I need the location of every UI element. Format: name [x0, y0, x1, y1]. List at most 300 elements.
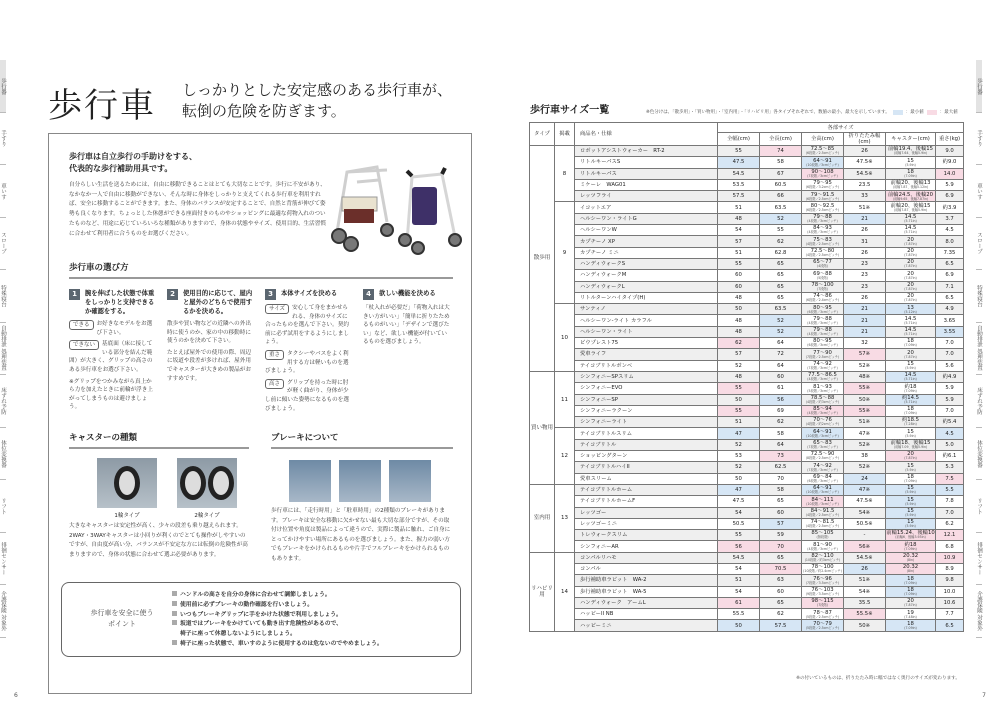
- folded-width-cell: [844, 213, 886, 224]
- weight-cell: [936, 225, 964, 236]
- folded-width-cell: [844, 326, 886, 337]
- weight-cell-value: 5.6: [945, 362, 954, 369]
- length-cell: [760, 360, 802, 371]
- folded-width-cell-value: 54.5※: [856, 554, 873, 561]
- length-cell-value: 66: [777, 193, 784, 200]
- weight-cell: [936, 157, 964, 168]
- folded-width-cell: [844, 552, 886, 563]
- side-tab[interactable]: 歩行器: [0, 60, 6, 113]
- width-cell: [718, 349, 760, 360]
- weight-cell-value: 10.6: [943, 600, 956, 607]
- height-cell-value: 65〜83: [813, 440, 832, 447]
- weight-cell-value: 3.7: [945, 215, 954, 222]
- length-cell-value: 63.5: [774, 306, 787, 313]
- caster-cell-note: (7.87in): [904, 264, 917, 269]
- side-tab[interactable]: 体位変換器: [0, 428, 6, 481]
- side-tab[interactable]: リフト: [976, 480, 982, 533]
- side-tab[interactable]: 手すり: [976, 113, 982, 166]
- folded-width-cell-value: 26: [861, 295, 868, 301]
- weight-cell: [936, 496, 964, 507]
- folded-width-cell: [844, 225, 886, 236]
- height-cell-value: 69〜88: [813, 270, 832, 277]
- width-cell: [718, 146, 760, 157]
- length-cell: [760, 473, 802, 484]
- folded-width-cell-value: 51※: [858, 577, 871, 584]
- side-tab[interactable]: 自動排泄 処理装置: [976, 323, 982, 376]
- caster-cell-note: (5.71in): [904, 399, 917, 404]
- side-tab[interactable]: 車いす: [0, 165, 6, 218]
- intro-heading: [69, 151, 329, 175]
- folded-width-cell: [844, 349, 886, 360]
- weight-cell-value: 3.55: [943, 328, 956, 335]
- weight-cell-value: 6.5: [945, 622, 954, 629]
- weight-cell: [936, 371, 964, 382]
- length-cell: [760, 213, 802, 224]
- caster-cell-note: (7.87in): [904, 456, 917, 461]
- width-cell: [718, 247, 760, 258]
- width-cell-value: 52: [735, 441, 742, 448]
- height-cell: [802, 258, 844, 269]
- width-cell-value: 53: [735, 453, 742, 460]
- height-cell-value: 98〜115: [811, 598, 834, 605]
- height-cell: [802, 270, 844, 281]
- height-cell: [802, 597, 844, 608]
- caster-cell: [886, 552, 936, 563]
- caster-cell: [886, 281, 936, 292]
- table-row: [530, 473, 964, 484]
- length-cell: [760, 439, 802, 450]
- width-cell: [718, 451, 760, 462]
- caster-cell-note: (5.9in): [905, 433, 916, 438]
- length-cell: [760, 292, 802, 303]
- width-cell-value: 60: [735, 283, 742, 290]
- height-cell-value: 65〜77: [813, 259, 832, 266]
- safety-point-text: ハンドルの高さを自分の身体に合わせて調節しましょう。: [180, 592, 331, 598]
- brake-photo-1: [289, 460, 331, 502]
- length-cell-value: 58: [777, 159, 784, 166]
- length-cell: [760, 552, 802, 563]
- weight-cell: [936, 304, 964, 315]
- height-cell: [802, 202, 844, 213]
- table-row: [530, 439, 964, 450]
- caster-cell-note: (7.09in): [904, 388, 917, 393]
- weight-cell-value: 5.3: [945, 464, 954, 471]
- caster-cell-value: 前輪19.4、後輪15: [887, 146, 934, 153]
- side-tab[interactable]: 徘徊センサー: [0, 533, 6, 586]
- caster-cell-note: (5.71in): [904, 377, 917, 382]
- intro-heading-line-2: 代表的な歩行補助用具です。: [69, 164, 173, 173]
- height-cell-value: 80〜92.5: [810, 202, 835, 209]
- page-subtitle: [182, 80, 452, 122]
- folded-width-cell: [844, 146, 886, 157]
- caster-cell: [886, 439, 936, 450]
- length-cell-value: 62: [777, 611, 784, 618]
- side-tab[interactable]: 徘徊センサー: [976, 533, 982, 586]
- table-row: [530, 360, 964, 371]
- length-cell-value: 60: [777, 588, 784, 595]
- width-cell-value: 54: [735, 588, 742, 595]
- width-cell: [718, 281, 760, 292]
- height-cell-note: (10段階／約3cmピッチ): [804, 558, 841, 563]
- folded-width-cell-value: 23: [861, 283, 868, 290]
- caster-cell-value: 約18: [904, 383, 917, 390]
- height-cell-value: 64〜91: [813, 485, 832, 492]
- folded-width-cell: [844, 518, 886, 529]
- height-cell-value: 69〜84: [813, 473, 832, 480]
- caster-cell: [886, 496, 936, 507]
- length-cell-value: 59: [777, 532, 784, 539]
- length-cell: [760, 315, 802, 326]
- folded-width-cell: [844, 315, 886, 326]
- table-footnote: ※の付いているものは、折りたたみ時に幅ではなく奥行のサイズが変わります。: [796, 676, 960, 681]
- caster-cell-value: 20: [907, 259, 914, 266]
- table-row: [530, 304, 964, 315]
- height-cell-value: 72.5〜85: [810, 146, 835, 153]
- folded-width-cell-value: 55※: [858, 385, 871, 392]
- side-tab[interactable]: スロープ: [0, 218, 6, 271]
- width-cell-value: 47: [735, 430, 742, 437]
- height-cell-note: (10段階／3cmピッチ): [806, 433, 839, 438]
- length-cell-value: 64: [777, 340, 784, 347]
- length-cell-value: 62.5: [774, 464, 787, 471]
- height-cell-value: 74〜81.5: [810, 519, 835, 526]
- caster-cell: [886, 405, 936, 416]
- height-cell-value: 75〜83: [813, 236, 832, 243]
- length-cell: [760, 518, 802, 529]
- side-tab[interactable]: スロープ: [976, 218, 982, 271]
- width-cell: [718, 563, 760, 574]
- weight-cell-value: 12.1: [943, 532, 956, 539]
- caster-cell-note: (前輪7.09、後輪5.9in): [893, 445, 928, 450]
- height-cell-note: (5段階／2.5cmピッチ): [805, 625, 840, 630]
- safety-point: [172, 601, 383, 611]
- side-index-right: [976, 60, 1000, 638]
- length-cell: [760, 179, 802, 190]
- side-tab[interactable]: 手すり: [0, 113, 6, 166]
- folded-width-cell-value: 51※: [858, 419, 871, 426]
- side-tab[interactable]: 床ずれ予防: [976, 375, 982, 428]
- folded-width-cell-value: 54※: [858, 588, 871, 595]
- length-cell-value: 63.5: [774, 204, 787, 211]
- width-cell: [718, 394, 760, 405]
- folded-width-cell: [844, 575, 886, 586]
- caster-cell-note: (前輪7.64、後輪5.9in): [893, 151, 928, 156]
- width-cell-value: 50: [735, 306, 742, 313]
- side-tab[interactable]: 歩行器: [976, 60, 982, 113]
- folded-width-cell-value: 21: [861, 317, 868, 324]
- height-cell: [802, 225, 844, 236]
- height-cell-value: 72.5〜80: [810, 248, 835, 255]
- height-cell-value: 90〜108: [811, 168, 834, 175]
- height-cell-note: (4段階／2.5cmピッチ): [805, 241, 840, 246]
- table-row: [530, 496, 964, 507]
- height-cell-note: (7段階／3cmピッチ): [807, 467, 838, 472]
- folded-width-cell: [844, 405, 886, 416]
- width-cell: [718, 428, 760, 439]
- length-cell: [760, 609, 802, 620]
- folded-width-cell-value: 54.5※: [856, 170, 873, 177]
- folded-width-cell: [844, 428, 886, 439]
- caster-cell-note: (5.9in): [905, 512, 916, 517]
- weight-cell-value: 3.65: [943, 317, 956, 324]
- weight-cell: [936, 394, 964, 405]
- caster-cell: [886, 609, 936, 620]
- width-cell-value: 56: [735, 543, 742, 550]
- side-tab[interactable]: 特殊寝台: [976, 270, 982, 323]
- product-name: テイコブリトルスリム: [575, 428, 718, 439]
- product-name: テイコブリトルホームF: [575, 496, 718, 507]
- table-row: [530, 258, 964, 269]
- height-cell: [802, 383, 844, 394]
- folded-width-cell-value: 52※: [858, 441, 871, 448]
- height-cell-value: 70〜79: [813, 620, 832, 627]
- step-tag: 重さ: [265, 350, 284, 360]
- length-cell: [760, 202, 802, 213]
- length-cell: [760, 157, 802, 168]
- folded-width-cell: [844, 371, 886, 382]
- legend-max-label: ：最大値: [939, 110, 958, 115]
- product-name: テイコブリトル: [575, 439, 718, 450]
- max-swatch: [927, 110, 937, 115]
- width-cell: [718, 258, 760, 269]
- length-cell-value: 57: [777, 520, 784, 527]
- table-row: [530, 281, 964, 292]
- folded-width-cell: [844, 202, 886, 213]
- length-cell: [760, 225, 802, 236]
- caster-cell: [886, 258, 936, 269]
- weight-cell: [936, 552, 964, 563]
- height-cell-note: (7段階／3cmピッチ): [807, 173, 838, 178]
- height-cell-value: 84〜93: [813, 225, 832, 232]
- folded-width-cell: [844, 620, 886, 631]
- page-number-left: 6: [14, 692, 18, 699]
- weight-cell-value: 4.5: [945, 227, 954, 234]
- side-tab[interactable]: 介護保険 対象外: [976, 585, 982, 638]
- caster-cell-note: (前輪6、後輪3.93in): [895, 535, 926, 540]
- caster-cell: [886, 326, 936, 337]
- table-row: [530, 575, 964, 586]
- length-cell-value: 62: [777, 238, 784, 245]
- width-cell-value: 50: [735, 475, 742, 482]
- height-cell-value: 74〜92: [813, 462, 832, 469]
- width-cell-value: 48: [735, 295, 742, 301]
- caster-cell-note: (7.09in): [904, 580, 917, 585]
- weight-cell-value: 7.0: [945, 351, 954, 358]
- caster-cell-value: 14.5: [904, 315, 917, 322]
- caster-cell: [886, 451, 936, 462]
- caster-cell-value: 約18: [904, 541, 917, 548]
- caster-cell-note: (5.9in): [905, 490, 916, 495]
- table-row: [530, 428, 964, 439]
- width-cell: [718, 473, 760, 484]
- width-cell-value: 55: [735, 532, 742, 539]
- height-cell-note: (6段階／2.5cmピッチ): [805, 196, 840, 201]
- height-cell: [802, 541, 844, 552]
- caster-cell-note: (7.09in): [904, 591, 917, 596]
- weight-cell-value: 10.9: [943, 554, 956, 561]
- step-text: 基底面（床に接している部分を結んだ範囲）が大きく、グリップの高さのある歩行車をお選び下さい。: [69, 341, 153, 373]
- weight-cell: [936, 541, 964, 552]
- caster-cell-value: 約18.5: [901, 417, 920, 424]
- folded-width-cell: [844, 168, 886, 179]
- brake-body: 歩行車には、「走行時用」と「駐車時用」の2種類のブレーキがあります。ブレーキは安全な移動に欠かせない最も大切な部分ですが、その取付け位置や角度は製品によって違うので、実際に製品に触れ、ご自身にとってかけやすい場所にあるものを選びましょう。また、握力の弱い方でもブレーキをかけられるものや片手でフルブレーキをかけられるものもあります。: [271, 508, 451, 562]
- weight-cell: [936, 360, 964, 371]
- product-name: レッツゴーミニ: [575, 518, 718, 529]
- subtitle-line-1: しっかりとした安定感のある歩行車が、: [182, 81, 453, 99]
- width-cell-value: 54: [735, 509, 742, 516]
- height-cell: [802, 146, 844, 157]
- caster-cell: [886, 530, 936, 541]
- folded-width-cell: [844, 304, 886, 315]
- width-cell-value: 51: [735, 249, 742, 256]
- length-cell: [760, 371, 802, 382]
- width-cell: [718, 202, 760, 213]
- height-cell: [802, 496, 844, 507]
- height-cell-note: (7段階／3cmピッチ): [807, 365, 838, 370]
- width-cell: [718, 213, 760, 224]
- square-bullet-icon: [172, 620, 177, 625]
- folded-width-cell-value: 50※: [858, 622, 871, 629]
- caster-cell-note: (5.9in): [905, 162, 916, 167]
- safety-points-title-line-1: 歩行車を安全に使う: [90, 609, 154, 617]
- height-cell: [802, 473, 844, 484]
- safety-points-box: [61, 582, 461, 657]
- caster-cell-note: (5.12in): [904, 309, 917, 314]
- height-cell-value: 74〜86: [813, 293, 832, 300]
- caster-cell-value: 15: [907, 360, 914, 367]
- folded-width-cell-value: 52※: [858, 464, 871, 471]
- height-cell-value: 81〜93: [813, 383, 832, 390]
- folded-width-cell-value: 56※: [858, 543, 871, 550]
- weight-cell: [936, 462, 964, 473]
- folded-width-cell-value: 26: [861, 249, 868, 256]
- caster-cell-value: 20.32: [902, 564, 919, 571]
- safety-points-title: [82, 608, 162, 630]
- side-tab[interactable]: 車いす: [976, 165, 982, 218]
- caster-cell-note: (7.87in): [904, 354, 917, 359]
- height-cell: [802, 281, 844, 292]
- caster-cell: [886, 620, 936, 631]
- weight-cell: [936, 451, 964, 462]
- step-number: 2: [167, 289, 178, 300]
- step-number: 1: [69, 289, 80, 300]
- weight-cell: [936, 428, 964, 439]
- product-name: リトルターンハイタイプ(H): [575, 292, 718, 303]
- length-cell: [760, 326, 802, 337]
- width-cell: [718, 518, 760, 529]
- caster-cell: [886, 304, 936, 315]
- caster-cell-note: (7.09in): [904, 546, 917, 551]
- folded-width-cell: [844, 157, 886, 168]
- weight-cell: [936, 179, 964, 190]
- caster-cell-value: 20: [907, 451, 914, 458]
- caster-cell-value: 前輪15.24、後輪10: [886, 530, 935, 537]
- table-row: [530, 563, 964, 574]
- height-cell: [802, 315, 844, 326]
- caster-cell: [886, 586, 936, 597]
- table-row: [530, 405, 964, 416]
- height-cell-value: 76〜103: [811, 586, 834, 593]
- product-name: ピウプレスト75: [575, 338, 718, 349]
- length-cell-value: 67: [777, 170, 784, 177]
- height-cell: [802, 292, 844, 303]
- weight-cell-value: 7.0: [945, 407, 954, 414]
- height-cell-note: (10段階／3cmピッチ): [806, 162, 839, 167]
- table-row: [530, 315, 964, 326]
- height-cell-note: (6段階／2.5cmピッチ): [805, 151, 840, 156]
- weight-cell-value: 10.0: [943, 588, 956, 595]
- height-cell-value: 79〜91.5: [810, 191, 835, 198]
- height-cell-note: (6段階／2.5cmピッチ): [805, 207, 840, 212]
- length-cell-value: 52: [777, 215, 784, 222]
- height-cell: [802, 405, 844, 416]
- weight-cell-value: 6.8: [945, 543, 954, 550]
- height-cell-value: 84〜91.5: [810, 507, 835, 514]
- brake-heading: ブレーキについて: [271, 431, 453, 449]
- product-name: ヘルシーワン・ライトG: [575, 213, 718, 224]
- weight-cell-value: 6.9: [945, 193, 954, 200]
- height-cell: [802, 609, 844, 620]
- width-cell: [718, 439, 760, 450]
- side-tab[interactable]: リフト: [0, 480, 6, 533]
- header-name: 商品名・仕様: [575, 123, 718, 146]
- width-cell: [718, 530, 760, 541]
- folded-width-cell: [844, 439, 886, 450]
- caster-cell-note: (8in): [906, 569, 915, 574]
- height-cell-note: (4段階／3cmピッチ): [807, 219, 838, 224]
- side-tab[interactable]: 介護保険 対象外: [0, 585, 6, 638]
- side-tab[interactable]: 特殊寝台: [0, 270, 6, 323]
- product-name: ショッピングターン: [575, 451, 718, 462]
- height-cell-note: (10段階／3cmピッチ): [806, 490, 839, 495]
- height-cell-value: 77〜90: [813, 349, 832, 356]
- height-cell: [802, 507, 844, 518]
- width-cell: [718, 304, 760, 315]
- product-name: シンフォニーEVO: [575, 383, 718, 394]
- side-tab[interactable]: 床ずれ予防: [0, 375, 6, 428]
- step-3: [265, 289, 353, 416]
- width-cell-value: 54.5: [732, 170, 745, 177]
- height-cell-value: 81〜90: [813, 541, 832, 548]
- caster-cell-value: 18: [907, 338, 914, 345]
- width-cell: [718, 225, 760, 236]
- table-row: [530, 247, 964, 258]
- folded-width-cell: [844, 360, 886, 371]
- table-row: [530, 179, 964, 190]
- height-cell: [802, 213, 844, 224]
- folded-width-cell: [844, 394, 886, 405]
- caster-cell: [886, 236, 936, 247]
- caster-cell-value: 15: [907, 485, 914, 492]
- width-cell: [718, 462, 760, 473]
- caster-1-wheel-photo: [97, 458, 157, 508]
- length-cell-value: 73: [777, 453, 784, 460]
- folded-width-cell-value: 33: [861, 193, 868, 200]
- safety-point: [172, 620, 383, 630]
- product-name: リトルキーパス: [575, 168, 718, 179]
- height-cell-note: (4段階／3cmピッチ): [807, 411, 838, 416]
- length-cell-value: 61: [777, 385, 784, 392]
- side-tab[interactable]: 体位変換器: [976, 428, 982, 481]
- step-tag: できる: [69, 320, 94, 330]
- width-cell-value: 47: [735, 487, 742, 494]
- side-tab[interactable]: 自動排泄 処理装置: [0, 323, 6, 376]
- caster-cell-value: 18: [907, 575, 914, 582]
- height-cell-value: 72.5〜90: [810, 451, 835, 458]
- step-4: [363, 289, 451, 350]
- product-name: 愛車スリーム: [575, 473, 718, 484]
- weight-cell-value: 9.0: [945, 148, 954, 155]
